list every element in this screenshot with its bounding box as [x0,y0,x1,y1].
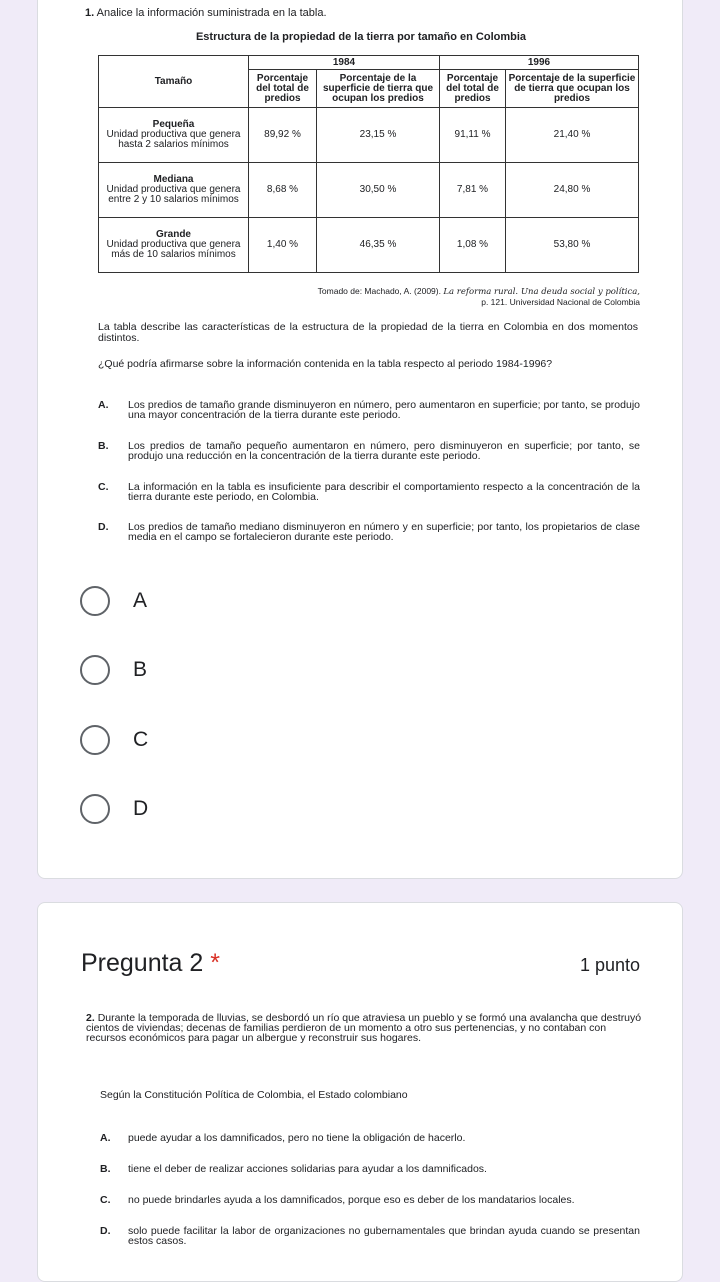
question-1-card [37,0,683,879]
intro-text: Analice la información suministrada en la tabla. [96,7,327,19]
radio-button[interactable] [80,794,110,824]
header-pct-predios-1984: Porcentaje del total de predios [249,70,317,108]
table-row [99,108,639,163]
option-text: puede ayudar a los damnificados, pero no tiene la obligación de hacerlo. [128,1132,466,1144]
question-2-title [81,949,220,978]
answer-label: A [133,589,148,612]
row-name: Mediana [153,174,194,185]
answer-option-d[interactable] [80,792,148,826]
answer-label: D [133,797,149,820]
cell-value: 23,15 % [317,108,440,163]
question-body: Durante la temporada de lluvias, se desbordó un río que atraviesa un pueblo y se formó una avalancha que destruyó cientos de viviendas; decenas de familias perdieron de un momento a otro sus pertenencias, y no contaban con recursos económicos para pagar un albergue y reconstruir sus hogares. [86,1012,642,1044]
option-text: Los predios de tamaño mediano disminuyeron en número y en superficie; por tanto, los propietarios de clase media en el campo se fortalecieron durante este periodo. [128,521,640,543]
context-paragraph: La tabla describe las características de la estructura de la propiedad de la tierra en Colombia en dos momentos distintos. [98,321,638,344]
option-letter: D. [98,521,109,533]
land-ownership-table [98,55,639,273]
question-text: ¿Qué podría afirmarse sobre la información contenida en la tabla respecto al periodo 1984-1996? [98,358,553,370]
option-letter: B. [100,1163,111,1175]
answer-option-b[interactable] [80,653,147,687]
cell-value: 30,50 % [317,163,440,218]
question-2-text [86,1013,644,1043]
source-suffix: p. 121. Universidad Nacional de Colombia [481,297,640,307]
cell-value: 1,08 % [440,218,506,273]
option-b [100,1164,640,1174]
option-letter: C. [100,1194,111,1206]
cell-value: 8,68 % [249,163,317,218]
source-prefix: Tomado de: Machado, A. (2009). [317,286,441,296]
header-year-1984: 1984 [249,56,440,70]
question-title-text: Pregunta 2 [81,949,204,977]
source-title: La reforma rural. Una deuda social y política, [443,287,640,297]
row-desc: Unidad productiva que genera entre 2 y 10 salarios mínimos [106,184,241,205]
question-1-intro [85,7,327,19]
radio-button[interactable] [80,586,110,616]
table-title: Estructura de la propiedad de la tierra por tamaño en Colombia [195,31,527,43]
option-c [100,1195,640,1205]
option-text: solo puede facilitar la labor de organizaciones no gubernamentales que brindan ayuda cuando se presentan estos casos. [128,1225,640,1247]
intro-number: 1. [85,7,95,19]
cell-value: 91,11 % [440,108,506,163]
answer-option-c[interactable] [80,723,148,757]
cell-value: 46,35 % [317,218,440,273]
answer-option-a[interactable] [80,584,147,618]
option-text: tiene el deber de realizar acciones solidarias para ayudar a los damnificados. [128,1163,487,1175]
row-name: Grande [155,229,191,240]
row-desc: Unidad productiva que genera hasta 2 salarios mínimos [106,129,241,150]
header-pct-predios-1996: Porcentaje del total de predios [440,70,506,108]
header-pct-superficie-1996: Porcentaje de la superficie de tierra que ocupan los predios [506,70,639,108]
option-letter: B. [98,440,109,452]
option-letter: A. [98,399,109,411]
option-c [98,482,640,502]
option-letter: C. [98,481,109,493]
question-2-subtext: Según la Constitución Política de Colombia, el Estado colombiano [100,1089,408,1101]
cell-value: 1,40 % [249,218,317,273]
cell-value: 21,40 % [506,108,639,163]
option-text: La información en la tabla es insuficiente para describir el comportamiento respecto a la concentración de la tierra durante este periodo, en Colombia. [128,481,640,503]
cell-value: 89,92 % [249,108,317,163]
row-desc: Unidad productiva que genera más de 10 salarios mínimos [106,239,241,260]
row-name: Pequeña [152,119,195,130]
required-mark: * [210,949,221,977]
option-d [98,522,640,542]
header-year-1996: 1996 [440,56,639,70]
cell-value: 53,80 % [506,218,639,273]
option-b [98,441,640,461]
question-number: 2. [86,1012,95,1024]
cell-value: 7,81 % [440,163,506,218]
radio-button[interactable] [80,725,110,755]
answer-label: C [133,728,149,751]
table-row [99,163,639,218]
question-1-image [38,0,684,551]
cell-value: 24,80 % [506,163,639,218]
header-tamano: Tamaño [99,56,249,108]
table-source [220,286,640,307]
option-text: Los predios de tamaño pequeño aumentaron en número, pero disminuyeron en superficie; por tanto, se produjo una reducción en la concentración de la tierra durante este periodo. [128,440,640,462]
table-row [99,218,639,273]
radio-button[interactable] [80,655,110,685]
header-pct-superficie-1984: Porcentaje de la superficie de tierra que ocupan los predios [317,70,440,108]
option-d [100,1226,640,1246]
option-a [100,1133,640,1143]
question-points: 1 punto [579,955,640,975]
question-2-card [37,902,683,1282]
option-letter: D. [100,1225,111,1237]
answer-label: B [133,658,148,681]
option-letter: A. [100,1132,111,1144]
option-a [98,400,640,420]
option-text: no puede brindarles ayuda a los damnificados, porque eso es deber de los mandatarios locales. [128,1194,575,1206]
option-text: Los predios de tamaño grande disminuyeron en número, pero aumentaron en superficie; por tanto, se produjo una mayor concentración de la tierra durante este periodo. [128,399,640,421]
